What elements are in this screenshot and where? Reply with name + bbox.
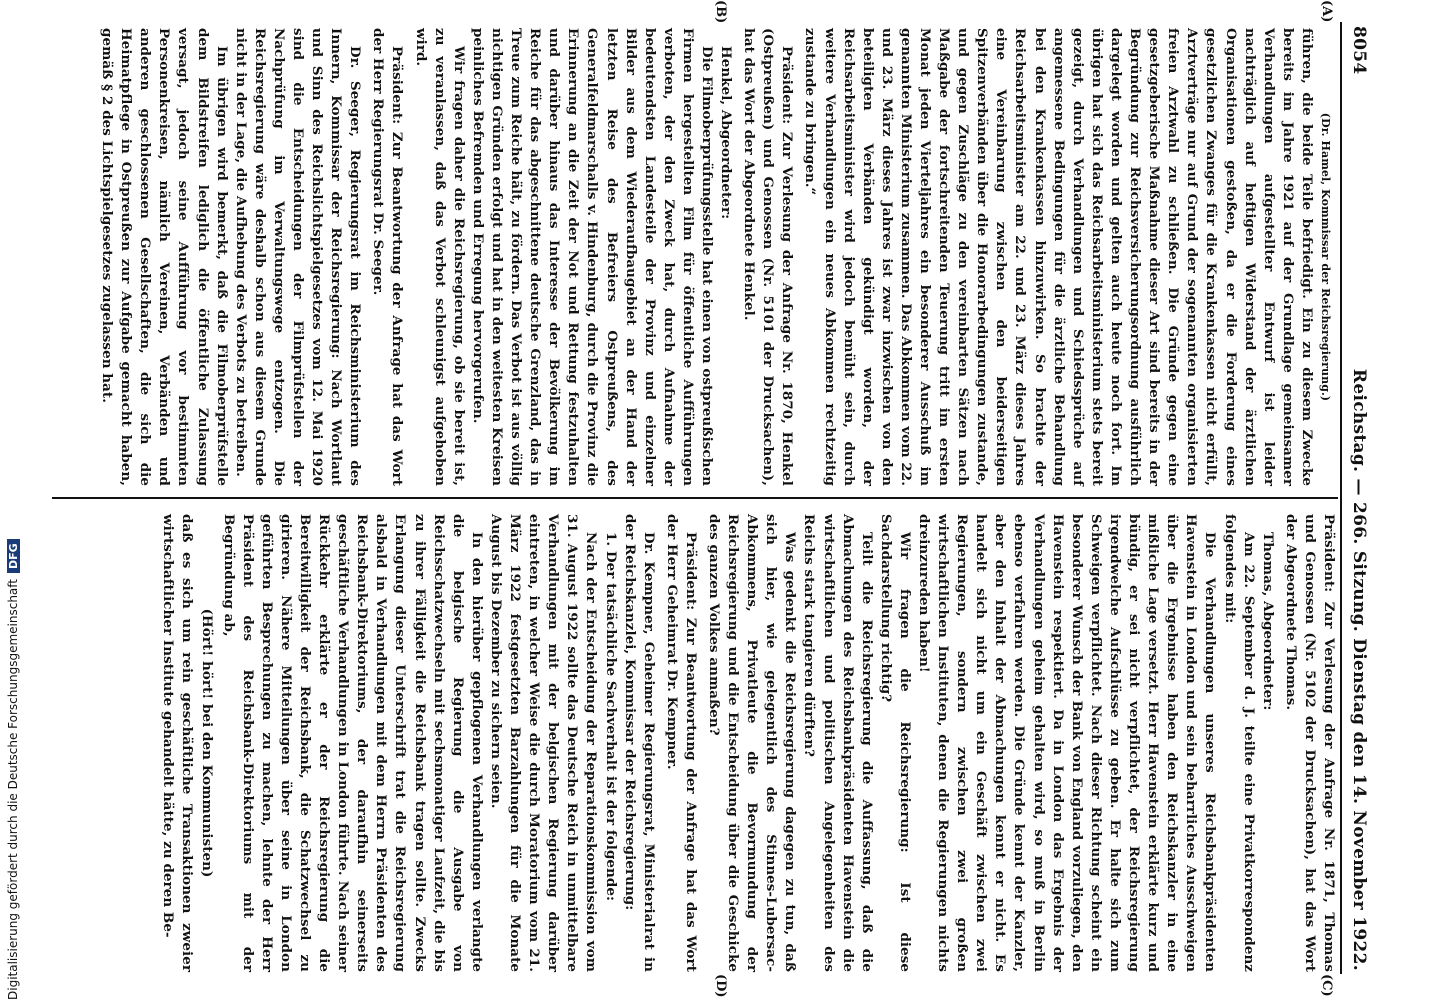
paragraph: Am 22. September d. J. teilte eine Privatkorrespondenz folgendes mit: [1221,514,1257,972]
margin-mark-b: (B) [713,0,728,24]
left-column [97,28,1338,486]
paragraph: (Hört! hört! bei den Kommunisten) [198,608,215,878]
column-rule [52,497,1338,499]
paragraph: Henkel, Abgeordneter: [718,46,735,220]
paragraph: Teilt die Reichsregierung die Auffassung, daß die Abmachungen des Reichsbankpräsidenten Havenstein die wirtschaftlichen und politischen Angelegenheiten des Reichs stark tangieren dürften? [801,514,875,972]
paragraph: Die Filmoberprüfungsstelle hat einen von ostpreußischen Firmen hergestellten Film für öffentliche Aufführungen verboten, der den Zweck hat, durch Aufnahme der bedeutendsten Landesteile der Provinz und einzelner Bilder aus dem Wiederaufbaugebiet an der Hand der letzten Reise des Befreiers Ostpreußens, des Generalfeldmarschalls v. Hindenburg, durch die Provinz die Erinnerung an die Zeit der Not und Rettung festzuhalten und darüber hinaus das Interesse der Bevölkerung im Reiche für das abgeschnittene deutsche Grenzland, das in Treue zum Reiche hält, zu fördern. Das Verbot ist aus völlig nichtigen Gründen erfolgt und hat in den weitesten Kreisen peinliches Befremden und Erregung hervorgerufen. [469,28,715,486]
paragraph: Wir fragen die Reichsregierung: Ist diese Sachdarstellung richtig? [877,514,913,972]
right-column [158,514,1338,972]
page-header [1348,26,1370,971]
paragraph: (Dr. Hamel, Kommissar der Reichsregierung.) [1319,112,1332,402]
paragraph: Thomas, Abgeordneter: [1259,532,1276,711]
paragraph: Dr. Kempner, Geheimer Regierungsrat, Ministerialrat in der Reichskanzlei, Kommissar der Reichsregierung: [621,514,657,972]
paragraph: daß es sich um rein geschäftliche Transaktionen zweier wirtschaftlicher Institute gehandelt hätte, zu deren Be- [160,514,196,972]
paragraph: Präsident: Zur Beantwortung der Anfrage hat das Wort der Herr Geheimrat Dr. Kempner. [663,514,699,972]
page-title: Reichstag. — 266. Sitzung. Dienstag den 14. November 1922. [1349,368,1369,971]
paragraph: Dr. Seeger, Regierungsrat im Reichsministerium des Innern, Kommissar der Reichsregierung: Nach Wortlaut und Sinn des Reichslichtspielgesetzes vom 12. Mai 1920 sind die Entscheidungen der Filmprüfstellen der Nachprüfung im Verwaltungswege entzogen. Die Reichsregierung wäre deshalb schon aus diesem Grunde nicht in der Lage, die Aufhebung des Verbots zu betreiben. [232,28,364,486]
page-number: 8054 [1349,26,1369,75]
dfg-logo: DFG [7,539,20,573]
paragraph: Wir fragen daher die Reichsregierung, ob sie bereit ist, zu veranlassen, daß das Verbot schleunigst aufgehoben wird. [412,28,467,486]
paragraph: Die Verhandlungen unseres Reichsbankpräsidenten Havenstein in London und sein beharrliches Ausschweigen über die Ergebnisse haben den Reichskanzler in eine mißliche Lage versetzt. Herr Havenstein erklärte kurz und bündig, er sei nicht verpflichtet, der Reichsregierung irgendwelche Aufschlüsse zu geben. Er halte sich zum Schweigen verpflichtet. Nach dieser Richtung scheint ein besonderer Wunsch der Bank von England vorzuliegen, den Havenstein respektiert. Da in London das Ergebnis der Verhandlungen geheim gehalten wird, so muß in Berlin ebenso verfahren werden. Die Gründe kennt der Kanzler, aber den Inhalt der Abmachungen kennt er nicht. Es handelt sich nicht um ein Geschäft zwischen zwei Regierungen, sondern zwischen zwei großen wirtschaftlichen Instituten, denen die Regierungen nichts dreinzureden haben! [916,514,1219,972]
credit-text: Digitalisierung gefördert durch die Deutsche Forschungsgemeinschaft [6,578,20,1000]
paragraph: Nach der Entscheidung der Reparationskommission vom 31. August 1922 sollte das Deutsche Reich in unmittelbare Verhandlungen mit der belgischen Regierung darüber eintreten, in welcher Weise die durch Moratorium vom 21. März 1922 festgesetzten Barzahlungen für die Monate August bis Dezember zu sichern seien. [487,514,600,972]
margin-mark-c: (C) [1319,974,1334,997]
paragraph: Präsident: Zur Verlesung der Anfrage Nr. 1870, Henkel (Ostpreußen) und Genossen (Nr. 5101 der Drucksachen), hat das Wort der Abgeordnete Henkel. [741,28,796,486]
paragraph: Im übrigen wird bemerkt, daß die Filmoberprüfstelle dem Bildstreifen lediglich die öffentliche Zulassung versagt, jedoch seine Aufführung vor bestimmten Personenkreisen, nämlich Vereinen, Verbänden und anderen geschlossenen Gesellschaften, die sich die Heimatpflege in Ostpreußen zur Aufgabe gemacht haben, gemäß § 2 des Lichtspielgesetzes zugelassen hat. [99,28,230,486]
margin-mark-d: (D) [713,974,728,998]
header-rule [1340,22,1342,974]
digitization-credit [0,0,26,1000]
paragraph: In den hierüber gepflogenen Verhandlungen verlangte die belgische Regierung die Ausgabe von Reichsschatzwechseln mit sechsmonatiger Laufzeit, die bis zu ihrer Fälligkeit die Reichsbank tragen sollte. Zwecks Erlangung dieser Unterschrift trat die Reichsregierung alsbald in Verhandlungen mit dem Herrn Präsidenten des Reichsbank-Direktoriums, der daraufhin seinerseits geschäftliche Verhandlungen in London führte. Nach seiner Rückkehr erklärte er der Reichsregierung die Bereitwilligkeit der Reichsbank, die Schatzwechsel zu girieren. Nähere Mitteilungen über seine in London geführten Besprechungen zu machen, lehnte der Herr Präsident des Reichsbank-Direktoriums mit der Begründung ab, [220,514,485,972]
margin-mark-a: (A) [1319,0,1334,23]
paragraph: führen, die beide Teile befriedigt. Ein zu diesem Zwecke bereits im Jahre 1921 auf der Grundlage gemeinsamer Verhandlungen aufgestellter Entwurf ist leider nachträglich auf heftigen Widerstand der ärztlichen Organisationen gestoßen, da er die Forderung eines gesetzlichen Zwanges für die Krankenkassen nicht erfüllt, Arztverträge nur auf Grund der sogenannten organisierten freien Arztwahl zu schließen. Die Gründe gegen eine gesetzgeberische Maßnahme dieser Art sind bereits in der Begründung zur Reichsversicherungsordnung ausführlich dargelegt worden und gelten auch heute noch fort. Im übrigen hat sich das Reichsarbeitsministerium stets bereit gezeigt, durch Verhandlungen und Schiedssprüche auf angemessene Bedingungen für die ärztliche Behandlung bei den Krankenkassen hinzuwirken. So brachte der Reichsarbeitsminister am 22. und 23. März dieses Jahres eine Vereinbarung zwischen den beiderseitigen Spitzenverbänden über die Honorarbedingungen zustande, und gegen Zuschläge zu den vereinbarten Sätzen nach Maßgabe der fortschreitenden Teuerung tritt im ersten Monat jeden Vierteljahres ein besonderer Ausschuß im genannten Ministerium zusammen. Das Abkommen vom 22. und 23. März dieses Jahres ist zwar inzwischen von den beteiligten Verbänden gekündigt worden, der Reichsarbeitsminister wird jedoch bemüht sein, durch weitere Verhandlungen ein neues Abkommen rechtzeitig zustande zu bringen.“ [802,28,1315,486]
paragraph: 1. Der tatsächliche Sachverhalt ist der folgende: [602,532,619,902]
paragraph: Präsident: Zur Beantwortung der Anfrage hat das Wort der Herr Regierungsrat Dr. Seeger. [370,28,406,486]
paragraph: Präsident: Zur Verlesung der Anfrage Nr. 1871, Thomas und Genossen (Nr. 5102 der Drucksachen), hat das Wort der Abgeordnete Thomas. [1282,514,1337,972]
paragraph: Was gedenkt die Reichsregierung dagegen zu tun, daß sich hier, wie gelegentlich des Stinnes-Lubersac-Abkommens, Privatleute die Bevormundung der Reichsregierung und die Entscheidung über die Geschicke des ganzen Volkes anmaßen? [706,514,799,972]
